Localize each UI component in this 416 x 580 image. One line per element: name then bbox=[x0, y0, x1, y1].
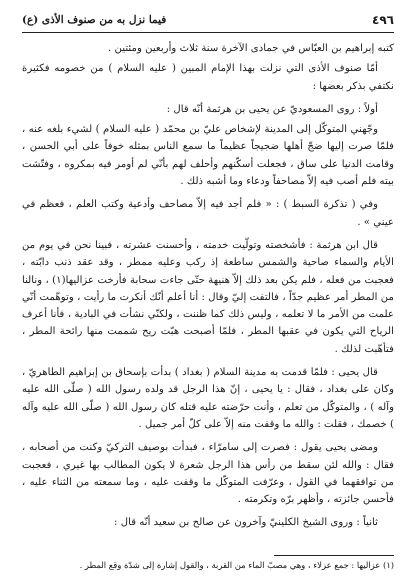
paragraph-yahya-baghdad: قال يحيى : فلمّا قدمت به مدينة السلام ( بغداد ) بدأت بإسحاق بن إبراهيم الطاهريّ ، وكان على بغداد ، فقال : يا يحيى ، إنّ هذا الرجل قد ولده رسول الله ( صلّى الله عليه وآله ) ، والمتوكّل من تعلم ، وأنت حرّضته عليه قتله كان رسول الله ( صلّى الله عليه وآله ) خصمك ، فقلت : والله ما وقفت منه إلاّ على كلّ أمر جميل . bbox=[22, 367, 394, 430]
page-header bbox=[22, 8, 394, 33]
footnote-divider bbox=[274, 555, 394, 556]
paragraph-yahya-samarra: ومضى يحيى يقول : فصرت إلى سامرّاء ، فبدأت بوصيف التركيّ وكنت من أصحابه ، فقال : والله لئن سقط من رأس هذا الرجل شعرة لا يكون المطالب بها غيري ، فعجبت من توافقهما في القول ، وعرّفت المتوكّل ما وقفت عليه ، وما سمعته من الثناء عليه ، فأحسن جائزته ، وأظهر برّه وتكرمته . bbox=[22, 442, 394, 506]
page-number: ٤٩٦ bbox=[372, 13, 394, 27]
footnote: (١) عزاليها : جمع عزلاء ، وهي مصبّ الماء من القربة ، والقول إشارة إلى شدّة وقع المطر . bbox=[79, 560, 394, 570]
paragraph-first-narration: أولاً : روى المسعوديّ عن يحيى بن هرثمة أنّه قال : bbox=[166, 103, 378, 115]
paragraph-intro: أمّا صنوف الأذى التي نزلت بهذا الإمام المبين ( عليه السلام ) من خصومه فكثيرة نكتفي بذكر بعضها : bbox=[22, 63, 394, 92]
running-title: فيما نزل به من صنوف الأذى (ع) bbox=[22, 14, 167, 26]
paragraph-ibn-harthama: قال ابن هرثمة : فأشخصته وتولّيت خدمته ، وأحسنت عشرته ، فبينا نحن في يوم من الأيام والسماء صاحية والشمس ساطعة إذ ركب وعليه ممطر ، وقد عقد ذنب دابّته ، فعجبت من فعله ، فلم يكن بعد ذلك إلاّ هنيهة حتّى جاءت سحابة فأرخت عزاليها(١) ، ونالنا من المطر أمر عظيم جدّاً ، فالتفت إليّ وقال : أنا أعلم أنّك أنكرت ما رأيت ، وتوهّمت أنّي علمت من الأمر ما لا تعلمه ، وليس ذلك كما ظننت ، ولكنّي نشأت في البادية ، فأنا أعرف الرياح التي يكون في عقبها المطر ، فلمّا أصبحت هبّت ريح شممت منها رائحة المطر ، فتأهّبت لذلك . bbox=[22, 239, 394, 355]
paragraph-tadhkira: وفي ( تذكرة السبط ) : « فلم أجد فيه إلاّ مصاحف وأدعية وكتب العلم ، فعظم في عيني » . bbox=[22, 199, 394, 228]
paragraph-narration-body: وجّهني المتوكّل إلى المدينة لإشخاص عليّ بن محمّد ( عليه السلام ) لشيء بلغه عنه ، فلمّا صرت إليها ضجّ أهلها ضجيجاً عظيماً ما سمع الناس بمثله خوفاً على أبي الحسن ، وقامت الدنيا على ساق ، فجعلت أسكّنهم وأحلف لهم بأنّي لم أومر فيه بمكروه ، وفتّشت بيته فلم أصب فيه إلاّ مصاحفاً ودعاء وما أشبه ذلك . bbox=[22, 124, 394, 188]
paragraph-date: كتبه إبراهيم بن العبّاس في جمادى الآخرة سنة ثلاث وأربعين ومئتين . bbox=[108, 43, 394, 54]
paragraph-second-narration: ثانياً : وروى الشيخ الكلينيّ وآخرون عن صالح بن سعيد أنّه قال : bbox=[114, 517, 378, 529]
main-text bbox=[22, 40, 394, 535]
